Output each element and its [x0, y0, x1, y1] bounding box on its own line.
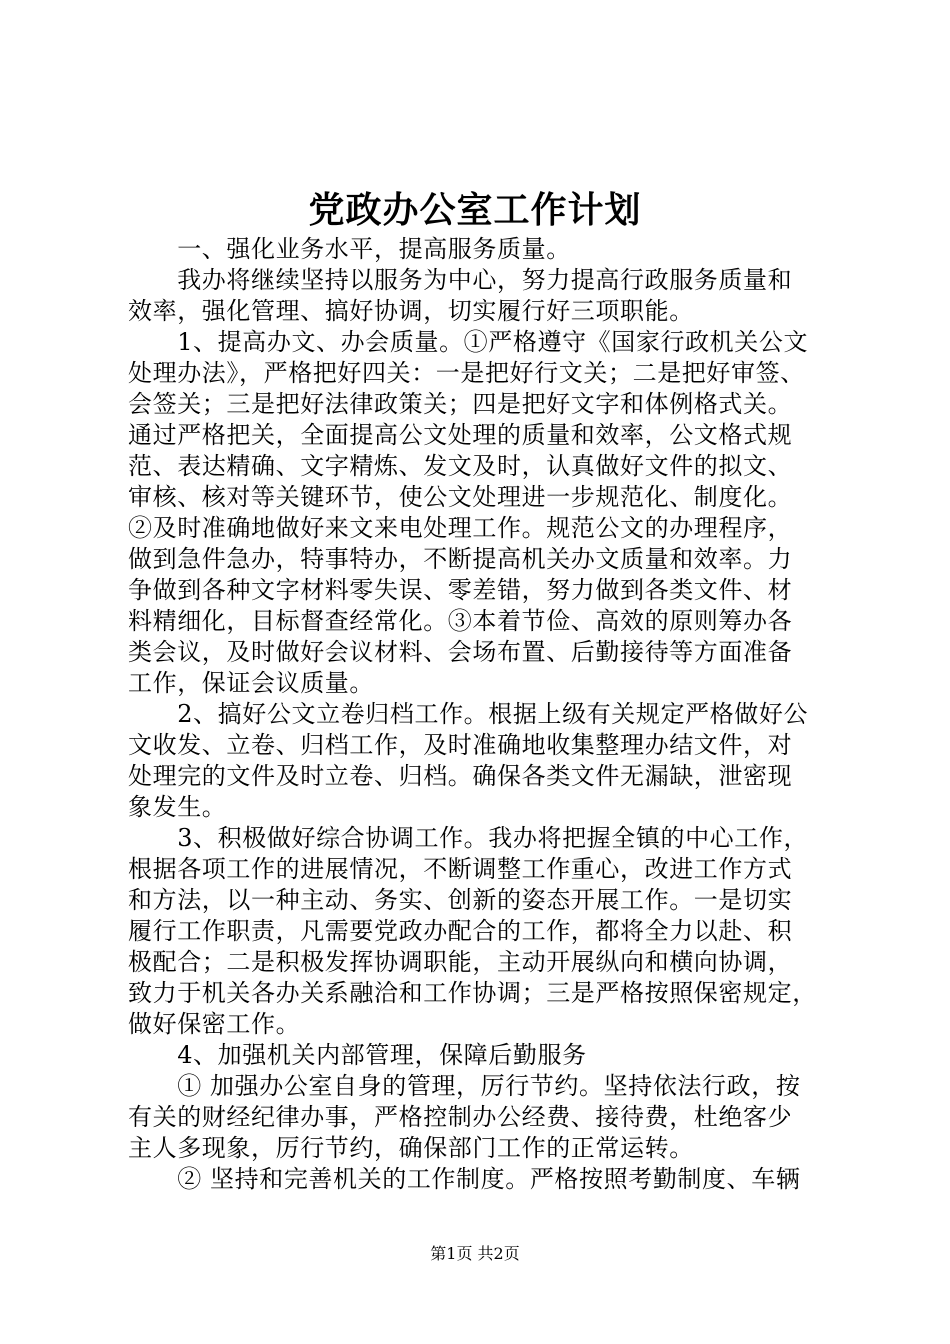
- body-line: 审核、核对等关键环节，使公文处理进一步规范化、制度化。: [128, 483, 793, 511]
- body-line: 和方法，以一种主动、务实、创新的姿态开展工作。一是切实: [128, 886, 793, 914]
- body-line: 3、积极做好综合协调工作。我办将把握全镇的中心工作，: [128, 824, 809, 852]
- body-line: 效率，强化管理、搞好协调，切实履行好三项职能。: [128, 297, 694, 325]
- body-line: 争做到各种文字材料零失误、零差错，努力做到各类文件、材: [128, 576, 793, 604]
- body-line: 根据各项工作的进展情况，不断调整工作重心，改进工作方式: [128, 855, 793, 883]
- body-line: 致力于机关各办关系融洽和工作协调；三是严格按照保密规定，: [128, 979, 817, 1007]
- document-title: 党政办公室工作计划: [308, 189, 642, 231]
- body-line: 一、强化业务水平，提高服务质量。: [128, 235, 571, 263]
- body-line: 主人多现象，厉行节约，确保部门工作的正常运转。: [128, 1134, 694, 1162]
- body-line: 象发生。: [128, 793, 227, 821]
- body-line: ② 坚持和完善机关的工作制度。严格按照考勤制度、车辆: [128, 1165, 801, 1193]
- body-line: ②及时准确地做好来文来电处理工作。规范公文的办理程序，: [128, 514, 793, 542]
- body-line: 工作，保证会议质量。: [128, 669, 374, 697]
- body-line: 通过严格把关，全面提高公文处理的质量和效率，公文格式规: [128, 421, 793, 449]
- body-line: 2、搞好公文立卷归档工作。根据上级有关规定严格做好公: [128, 700, 809, 728]
- body-line: ① 加强办公室自身的管理，厉行节约。坚持依法行政，按: [128, 1072, 801, 1100]
- body-line: 类会议，及时做好会议材料、会场布置、后勤接待等方面准备: [128, 638, 793, 666]
- body-line: 会签关；三是把好法律政策关；四是把好文字和体例格式关。: [128, 390, 793, 418]
- body-line: 4、加强机关内部管理，保障后勤服务: [128, 1041, 587, 1069]
- body-line: 极配合；二是积极发挥协调职能，主动开展纵向和横向协调，: [128, 948, 793, 976]
- body-line: 做好保密工作。: [128, 1010, 301, 1038]
- body-line: 1、提高办文、办会质量。①严格遵守《国家行政机关公文: [128, 328, 809, 356]
- body-line: 料精细化，目标督查经常化。③本着节俭、高效的原则筹办各: [128, 607, 793, 635]
- body-line: 我办将继续坚持以服务为中心，努力提高行政服务质量和: [128, 266, 793, 294]
- page-footer: 第1页 共2页: [430, 1244, 520, 1263]
- body-line: 处理完的文件及时立卷、归档。确保各类文件无漏缺，泄密现: [128, 762, 793, 790]
- document-body: [128, 234, 828, 1195]
- body-line: 有关的财经纪律办事，严格控制办公经费、接待费，杜绝客少: [128, 1103, 793, 1131]
- body-line: 文收发、立卷、归档工作，及时准确地收集整理办结文件，对: [128, 731, 793, 759]
- body-line: 履行工作职责，凡需要党政办配合的工作，都将全力以赴、积: [128, 917, 793, 945]
- body-line: 做到急件急办，特事特办，不断提高机关办文质量和效率。力: [128, 545, 793, 573]
- body-line: 处理办法》，严格把好四关：一是把好行文关；二是把好审签、: [128, 359, 805, 387]
- body-line: 范、表达精确、文字精炼、发文及时，认真做好文件的拟文、: [128, 452, 793, 480]
